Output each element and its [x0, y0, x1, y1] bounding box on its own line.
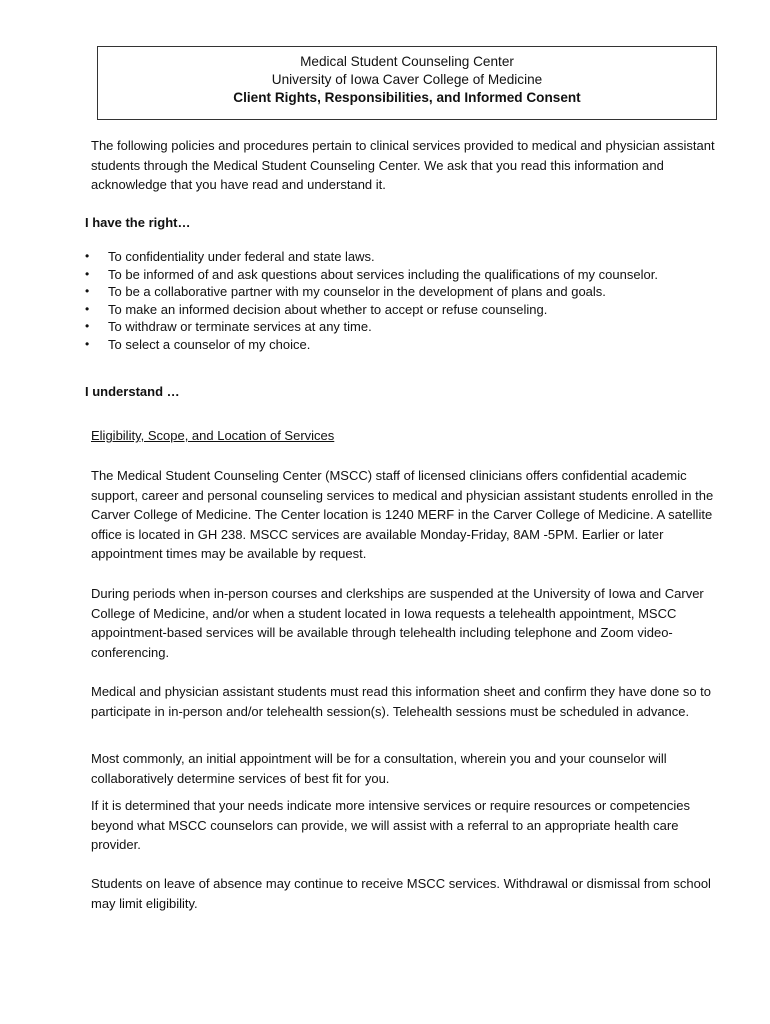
- consultation-paragraph: Most commonly, an initial appointment will be for a consultation, wherein you and your counselor will collaboratively determine services of best fit for you.: [91, 751, 667, 786]
- leave-paragraph: Students on leave of absence may continue to receive MSCC services. Withdrawal or dismissal from school may limit eligibility.: [91, 876, 711, 911]
- right-text: To be a collaborative partner with my counselor in the development of plans and goals.: [108, 284, 606, 299]
- list-item: [85, 336, 658, 354]
- bullet-icon: •: [85, 266, 90, 281]
- list-item: [85, 301, 658, 319]
- bullet-icon: •: [85, 336, 90, 351]
- services-paragraph: The Medical Student Counseling Center (MSCC) staff of licensed clinicians offers confidential academic support, career and personal counseling services to medical and physician assistant students enrolled in the Carver College of Medicine. The Center location is 1240 MERF in the Carver College of Medicine. A satellite office is located in GH 238. MSCC services are available Monday-Friday, 8AM -5PM. Earlier or later appointment times may be available by request.: [91, 468, 714, 561]
- eligibility-subheading: Eligibility, Scope, and Location of Services: [91, 428, 335, 443]
- right-text: To be informed of and ask questions about services including the qualifications of my counselor.: [108, 266, 658, 282]
- referral-paragraph: If it is determined that your needs indicate more intensive services or require resources or competencies beyond what MSCC counselors can provide, we will assist with a referral to an appropriate health care provider.: [91, 798, 691, 852]
- understand-heading: I understand …: [85, 384, 180, 399]
- rights-heading: I have the right…: [85, 215, 191, 230]
- rights-list: [85, 248, 658, 353]
- right-text: To withdraw or terminate services at any time.: [108, 319, 372, 334]
- intro-paragraph: The following policies and procedures pertain to clinical services provided to medical and physician assistant students through the Medical Student Counseling Center. We ask that you read this information and acknowledge that you have read and understand it.: [91, 138, 715, 192]
- document-title: Client Rights, Responsibilities, and Informed Consent: [233, 90, 581, 105]
- confirmation-paragraph: Medical and physician assistant students must read this information sheet and confirm they have done so to participate in in-person and/or telehealth session(s). Telehealth sessions must be scheduled in advance.: [91, 684, 712, 719]
- bullet-icon: •: [85, 319, 90, 333]
- list-item: [85, 266, 658, 284]
- university-name: University of Iowa Caver College of Medicine: [271, 72, 543, 87]
- list-item: [85, 248, 658, 266]
- right-text: To select a counselor of my choice.: [108, 336, 311, 352]
- center-name: Medical Student Counseling Center: [300, 54, 514, 69]
- list-item: [85, 318, 658, 336]
- bullet-icon: •: [85, 284, 90, 298]
- telehealth-paragraph: During periods when in-person courses and clerkships are suspended at the University of Iowa and Carver College of Medicine, and/or when a student located in Iowa requests a telehealth appointment, MSCC appointment-based services will be available through telehealth including telephone and Zoom video-conferencing.: [91, 586, 704, 660]
- list-item: [85, 283, 658, 301]
- bullet-icon: •: [85, 301, 90, 316]
- document-header-box: [97, 46, 717, 120]
- bullet-icon: •: [85, 249, 90, 263]
- right-text: To confidentiality under federal and state laws.: [108, 249, 375, 264]
- right-text: To make an informed decision about whether to accept or refuse counseling.: [108, 301, 548, 317]
